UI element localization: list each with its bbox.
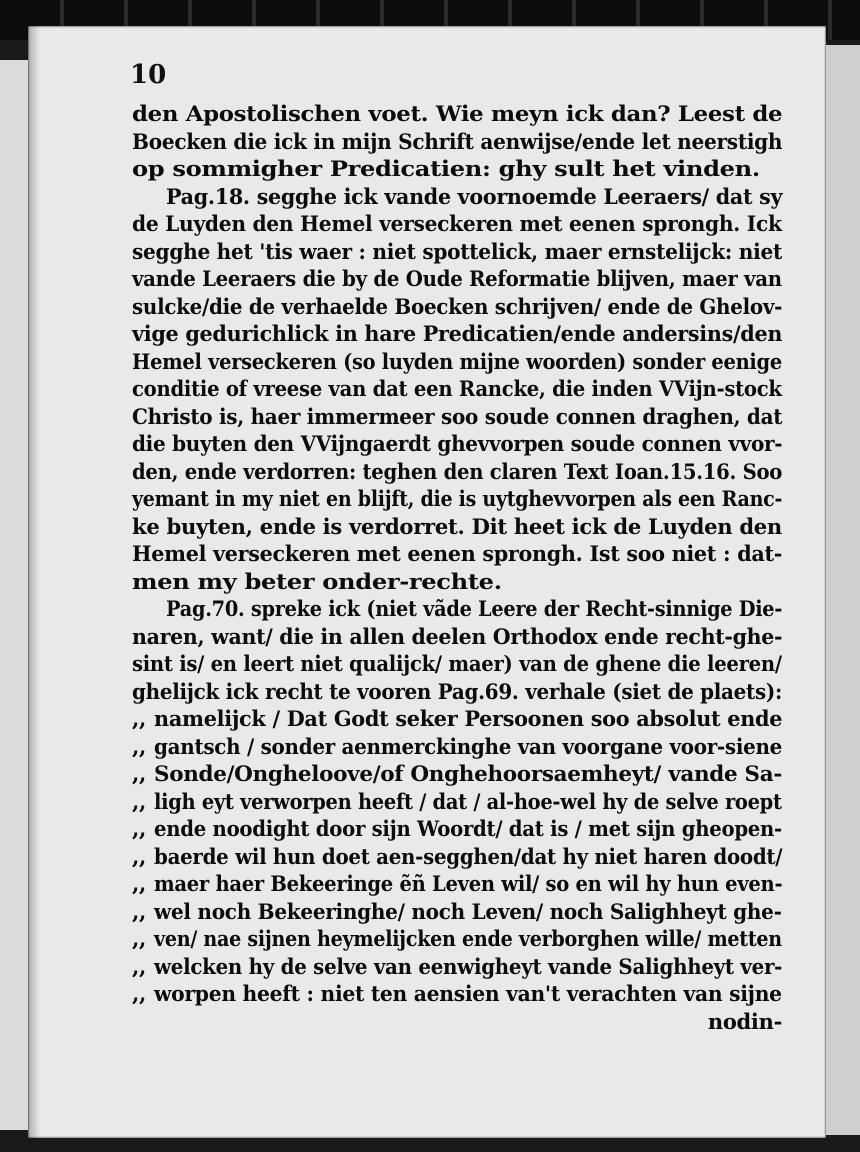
line-text: Sonde/Ongheloove/of Onghehoorsaemheyt/ vande Sa- <box>154 761 782 786</box>
adjacent-page-left <box>0 60 30 1130</box>
line-text: Pag.18. segghe ick vande voornoemde Leeraers/ dat sy <box>166 183 783 209</box>
quote-mark: ,, <box>132 926 147 951</box>
line-text: wel noch Bekeeringhe/ noch Leven/ noch Salighheyt ghe- <box>154 898 782 924</box>
quote-mark: ,, <box>132 898 147 924</box>
line-text: welcken hy de selve van eenwigheyt vande Salighheyt ver- <box>154 953 783 979</box>
line-text: op sommigher Predicatien: ghy sult het vinden. <box>132 156 760 181</box>
line-text: ghelijck ick recht te vooren Pag.69. verhale (siet de plaets): <box>132 678 783 704</box>
line-text: Pag.70. spreke ick (niet vãde Leere der Recht-sinnige Die- <box>166 596 783 621</box>
text-line <box>132 183 782 211</box>
page-number: 10 <box>130 60 167 90</box>
text-line <box>132 348 782 376</box>
quote-mark: ,, <box>132 953 147 979</box>
quote-mark: ,, <box>132 706 147 731</box>
quote-mark: ,, <box>132 981 147 1006</box>
text-line <box>132 1008 782 1036</box>
quote-mark: ,, <box>132 843 147 869</box>
text-line <box>132 953 782 981</box>
text-line <box>132 650 782 678</box>
line-text: vande Leeraers die by de Oude Reformatie blijven, maer van <box>132 266 782 291</box>
quote-mark: ,, <box>132 871 147 896</box>
line-text: ligh eyt verworpen heeft / dat / al-hoe-wel hy de selve roept <box>154 788 782 814</box>
text-line <box>132 458 782 486</box>
text-line <box>132 980 782 1008</box>
line-text: conditie of vreese van dat een Rancke, die inden VVijn-stock <box>132 376 782 401</box>
line-text: de Luyden den Hemel verseckeren met eenen sprongh. Ick <box>132 211 782 236</box>
text-line <box>132 210 782 238</box>
line-text: baerde wil hun doet aen-segghen/dat hy niet haren doodt/ <box>154 843 783 869</box>
text-line <box>132 540 782 568</box>
text-line <box>132 513 782 541</box>
text-line <box>132 485 782 513</box>
text-line <box>132 623 782 651</box>
line-text: maer haer Bekeeringe ẽñ Leven wil/ so en wil hy hun even- <box>154 871 783 896</box>
text-line <box>132 293 782 321</box>
text-line <box>132 925 782 953</box>
text-line <box>132 568 782 596</box>
line-text: sulcke/die de verhaelde Boecken schrijven/ ende de Ghelov- <box>132 293 783 319</box>
text-line <box>132 595 782 623</box>
text-line <box>132 238 782 266</box>
line-text: gantsch / sonder aenmerckinghe van voorgane voor-siene <box>154 733 783 759</box>
text-line <box>132 733 782 761</box>
text-line <box>132 265 782 293</box>
text-line <box>132 155 782 183</box>
text-line <box>132 760 782 788</box>
line-text: men my beter onder-rechte. <box>132 568 502 594</box>
page-edge-shadow <box>28 26 40 1138</box>
line-text: namelijck / Dat Godt seker Persoonen soo absolut ende <box>154 706 783 731</box>
line-text: Hemel verseckeren met eenen sprongh. Ist soo niet : dat- <box>132 541 783 566</box>
line-text: nodin- <box>707 1008 782 1034</box>
text-line <box>132 320 782 348</box>
line-text: Hemel verseckeren (so luyden mijne woorden) sonder eenige <box>132 348 782 374</box>
quote-mark: ,, <box>132 788 147 814</box>
quote-mark: ,, <box>132 761 147 786</box>
line-text: den Apostolischen voet. Wie meyn ick dan? Leest de <box>132 101 783 126</box>
line-text: worpen heeft : niet ten aensien van't verachten van sijne <box>154 981 782 1006</box>
quote-mark: ,, <box>132 816 147 841</box>
line-text: Boecken die ick in mijn Schrift aenwijse/ende let neerstigh <box>132 128 783 154</box>
line-text: vige gedurichlick in hare Predicatien/ende andersins/den <box>132 321 783 346</box>
line-text: naren, want/ die in allen deelen Orthodox ende recht-ghe- <box>132 623 783 649</box>
text-line <box>132 375 782 403</box>
line-text: ende noodight door sijn Woordt/ dat is / met sijn gheopen- <box>154 816 782 841</box>
text-line <box>132 898 782 926</box>
line-text: Christo is, haer immermeer soo soude connen draghen, dat <box>132 403 783 429</box>
text-line <box>132 788 782 816</box>
line-text: segghe het 'tis waer : niet spottelick, maer ernstelijck: niet <box>132 238 782 264</box>
text-line <box>132 705 782 733</box>
quote-mark: ,, <box>132 733 147 759</box>
text-line <box>132 100 782 128</box>
text-line <box>132 430 782 458</box>
text-line <box>132 403 782 431</box>
line-text: ven/ nae sijnen heymelijcken ende verborghen wille/ metten <box>154 926 782 951</box>
line-text: sint is/ en leert niet qualijck/ maer) van de ghene die leeren/ <box>132 651 782 676</box>
text-line <box>132 843 782 871</box>
text-body <box>132 100 782 1035</box>
text-line <box>132 815 782 843</box>
text-line <box>132 870 782 898</box>
text-line <box>132 128 782 156</box>
line-text: den, ende verdorren: teghen den claren Text Ioan.15.16. Soo <box>132 458 783 484</box>
line-text: die buyten den VVijngaerdt ghevvorpen soude connen vvor- <box>132 431 783 456</box>
line-text: yemant in my niet en blijft, die is uytghevvorpen als een Ranc- <box>132 486 783 511</box>
text-line <box>132 678 782 706</box>
line-text: ke buyten, ende is verdorret. Dit heet ick de Luyden den <box>132 513 782 539</box>
